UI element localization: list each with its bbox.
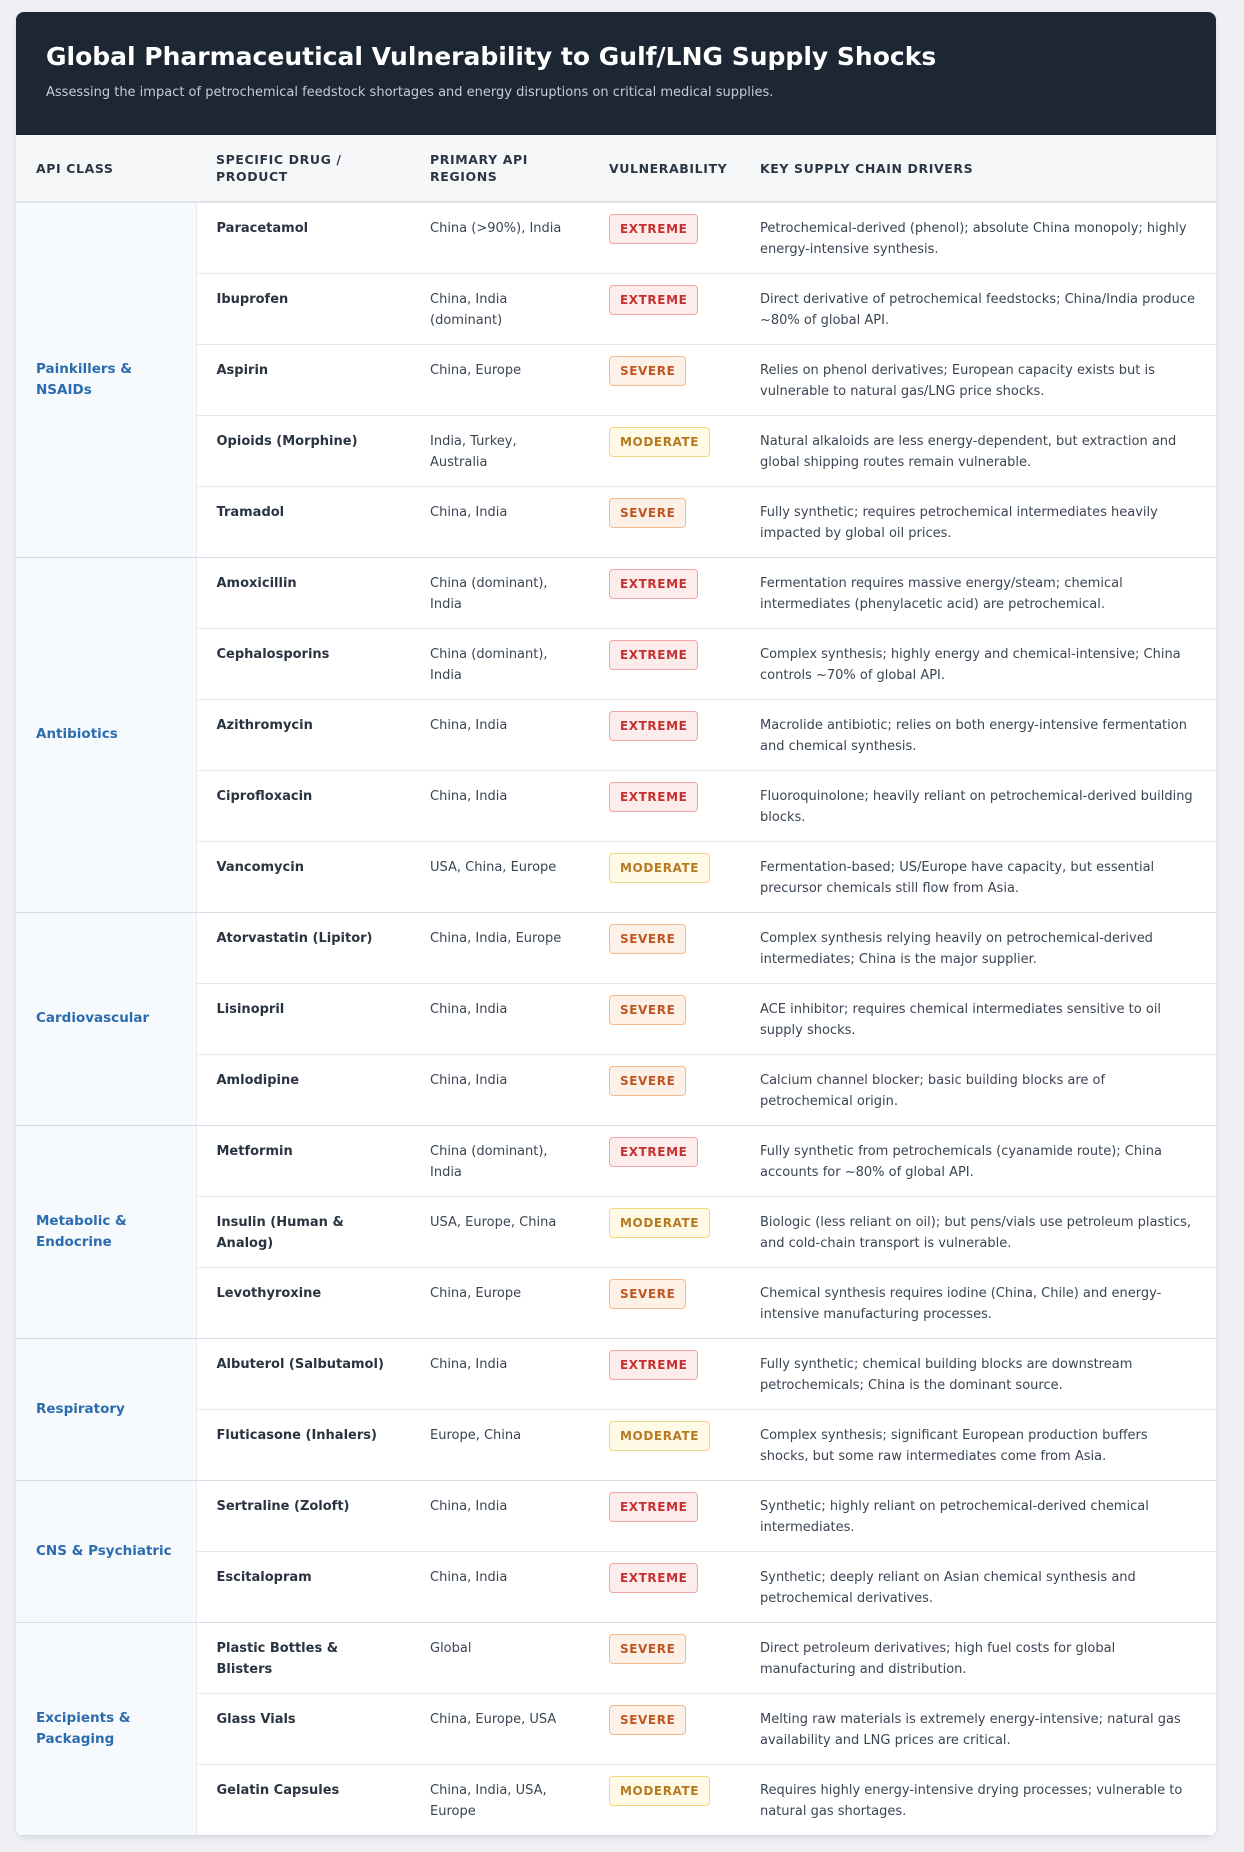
vulnerability-cell [589, 1196, 740, 1267]
page-title: Global Pharmaceutical Vulnerability to Gulf/LNG Supply Shocks [46, 42, 937, 71]
api-regions-cell: China (dominant), India [410, 557, 589, 628]
vulnerability-cell [589, 1764, 740, 1835]
api-regions-cell: China, Europe [410, 344, 589, 415]
table-row [16, 273, 1216, 344]
vulnerability-cell [589, 1054, 740, 1125]
table-row [16, 486, 1216, 557]
supply-drivers-cell: Synthetic; deeply reliant on Asian chemical synthesis and petrochemical derivatives. [740, 1551, 1216, 1622]
vulnerability-badge: SEVERE [609, 1705, 686, 1735]
api-regions-cell: China, India [410, 699, 589, 770]
api-regions-cell: China, India [410, 983, 589, 1054]
drug-name-cell: Vancomycin [196, 841, 410, 912]
vulnerability-badge: EXTREME [609, 569, 698, 599]
drug-name-cell: Tramadol [196, 486, 410, 557]
api-regions-cell: China, India [410, 1338, 589, 1409]
drug-name-cell: Amlodipine [196, 1054, 410, 1125]
vulnerability-badge: SEVERE [609, 1279, 686, 1309]
api-class-cell: Metabolic & Endocrine [16, 1125, 196, 1338]
table-row [16, 1551, 1216, 1622]
vulnerability-cell [589, 415, 740, 486]
drug-name-cell: Atorvastatin (Lipitor) [196, 912, 410, 983]
table-row [16, 1693, 1216, 1764]
table-row [16, 1338, 1216, 1409]
drug-name-cell: Opioids (Morphine) [196, 415, 410, 486]
vulnerability-badge: EXTREME [609, 640, 698, 670]
vulnerability-cell [589, 1622, 740, 1693]
vulnerability-cell [589, 1267, 740, 1338]
column-header-regions: PRIMARY API REGIONS [410, 135, 589, 202]
api-regions-cell: USA, Europe, China [410, 1196, 589, 1267]
drug-name-cell: Levothyroxine [196, 1267, 410, 1338]
report-header [16, 12, 1216, 135]
api-class-cell: CNS & Psychiatric [16, 1480, 196, 1622]
vulnerability-badge: EXTREME [609, 1137, 698, 1167]
vulnerability-badge: SEVERE [609, 924, 686, 954]
drug-name-cell: Amoxicillin [196, 557, 410, 628]
vulnerability-cell [589, 1409, 740, 1480]
supply-drivers-cell: Calcium channel blocker; basic building blocks are of petrochemical origin. [740, 1054, 1216, 1125]
supply-drivers-cell: Synthetic; highly reliant on petrochemical-derived chemical intermediates. [740, 1480, 1216, 1551]
vulnerability-cell [589, 912, 740, 983]
supply-drivers-cell: Fully synthetic; requires petrochemical intermediates heavily impacted by global oil prices. [740, 486, 1216, 557]
api-regions-cell: China (dominant), India [410, 1125, 589, 1196]
table-row [16, 770, 1216, 841]
api-regions-cell: China (dominant), India [410, 628, 589, 699]
vulnerability-cell [589, 770, 740, 841]
vulnerability-badge: EXTREME [609, 285, 698, 315]
supply-drivers-cell: Complex synthesis relying heavily on petrochemical-derived intermediates; China is the major supplier. [740, 912, 1216, 983]
table-row [16, 1125, 1216, 1196]
drug-name-cell: Paracetamol [196, 202, 410, 273]
supply-drivers-cell: Fluoroquinolone; heavily reliant on petrochemical-derived building blocks. [740, 770, 1216, 841]
vulnerability-cell [589, 557, 740, 628]
api-regions-cell: China, India, USA, Europe [410, 1764, 589, 1835]
table-body [16, 202, 1216, 1835]
supply-drivers-cell: Requires highly energy-intensive drying processes; vulnerable to natural gas shortages. [740, 1764, 1216, 1835]
api-class-cell: Painkillers & NSAIDs [16, 202, 196, 557]
column-header-drivers: KEY SUPPLY CHAIN DRIVERS [740, 135, 1216, 202]
vulnerability-cell [589, 628, 740, 699]
table-row [16, 841, 1216, 912]
drug-name-cell: Azithromycin [196, 699, 410, 770]
api-regions-cell: China, Europe [410, 1267, 589, 1338]
vulnerability-badge: SEVERE [609, 356, 686, 386]
vulnerability-badge: MODERATE [609, 1421, 710, 1451]
vulnerability-badge: EXTREME [609, 1492, 698, 1522]
supply-drivers-cell: Fully synthetic; chemical building blocks are downstream petrochemicals; China is the dominant source. [740, 1338, 1216, 1409]
vulnerability-cell [589, 202, 740, 273]
drug-name-cell: Albuterol (Salbutamol) [196, 1338, 410, 1409]
api-regions-cell: China, India, Europe [410, 912, 589, 983]
drug-name-cell: Plastic Bottles & Blisters [196, 1622, 410, 1693]
drug-name-cell: Insulin (Human & Analog) [196, 1196, 410, 1267]
supply-drivers-cell: Petrochemical-derived (phenol); absolute China monopoly; highly energy-intensive synthesis. [740, 202, 1216, 273]
drug-name-cell: Ciprofloxacin [196, 770, 410, 841]
table-row [16, 415, 1216, 486]
supply-drivers-cell: Macrolide antibiotic; relies on both energy-intensive fermentation and chemical synthesis. [740, 699, 1216, 770]
vulnerability-badge: EXTREME [609, 1350, 698, 1380]
drug-name-cell: Escitalopram [196, 1551, 410, 1622]
vulnerability-cell [589, 273, 740, 344]
supply-drivers-cell: Fermentation-based; US/Europe have capacity, but essential precursor chemicals still flow from Asia. [740, 841, 1216, 912]
vulnerability-badge: SEVERE [609, 1634, 686, 1664]
table-row [16, 557, 1216, 628]
table-row [16, 1267, 1216, 1338]
api-regions-cell: China, India [410, 1054, 589, 1125]
table-row [16, 912, 1216, 983]
api-regions-cell: USA, China, Europe [410, 841, 589, 912]
vulnerability-cell [589, 983, 740, 1054]
vulnerability-badge: MODERATE [609, 1208, 710, 1238]
api-class-cell: Excipients & Packaging [16, 1622, 196, 1835]
api-regions-cell: China, India [410, 486, 589, 557]
api-class-cell: Respiratory [16, 1338, 196, 1480]
vulnerability-table [16, 135, 1216, 1836]
vulnerability-cell [589, 699, 740, 770]
vulnerability-badge: MODERATE [609, 853, 710, 883]
vulnerability-badge: EXTREME [609, 214, 698, 244]
vulnerability-cell [589, 841, 740, 912]
drug-name-cell: Aspirin [196, 344, 410, 415]
page-subtitle: Assessing the impact of petrochemical feedstock shortages and energy disruptions on critical medical supplies. [46, 85, 774, 100]
api-class-cell: Antibiotics [16, 557, 196, 912]
column-header-api-class: API CLASS [16, 135, 196, 202]
supply-drivers-cell: Direct petroleum derivatives; high fuel costs for global manufacturing and distribution. [740, 1622, 1216, 1693]
vulnerability-badge: EXTREME [609, 711, 698, 741]
api-class-cell: Cardiovascular [16, 912, 196, 1125]
supply-drivers-cell: Natural alkaloids are less energy-dependent, but extraction and global shipping routes remain vulnerable. [740, 415, 1216, 486]
api-regions-cell: China, India [410, 1480, 589, 1551]
supply-drivers-cell: Fermentation requires massive energy/steam; chemical intermediates (phenylacetic acid) are petrochemical. [740, 557, 1216, 628]
supply-drivers-cell: Chemical synthesis requires iodine (China, Chile) and energy-intensive manufacturing processes. [740, 1267, 1216, 1338]
api-regions-cell: China, India [410, 770, 589, 841]
table-header [16, 135, 1216, 202]
table-row [16, 983, 1216, 1054]
report-card [16, 12, 1216, 1836]
table-row [16, 1196, 1216, 1267]
supply-drivers-cell: Biologic (less reliant on oil); but pens/vials use petroleum plastics, and cold-chain transport is vulnerable. [740, 1196, 1216, 1267]
drug-name-cell: Ibuprofen [196, 273, 410, 344]
vulnerability-badge: SEVERE [609, 995, 686, 1025]
column-header-vulnerability: VULNERABILITY [589, 135, 740, 202]
drug-name-cell: Cephalosporins [196, 628, 410, 699]
supply-drivers-cell: Complex synthesis; highly energy and chemical-intensive; China controls ~70% of global API. [740, 628, 1216, 699]
table-row [16, 1622, 1216, 1693]
supply-drivers-cell: Direct derivative of petrochemical feedstocks; China/India produce ~80% of global API. [740, 273, 1216, 344]
vulnerability-cell [589, 1693, 740, 1764]
api-regions-cell: Global [410, 1622, 589, 1693]
drug-name-cell: Gelatin Capsules [196, 1764, 410, 1835]
api-regions-cell: Europe, China [410, 1409, 589, 1480]
column-header-drug: SPECIFIC DRUG / PRODUCT [196, 135, 410, 202]
table-row [16, 202, 1216, 273]
vulnerability-badge: EXTREME [609, 782, 698, 812]
api-regions-cell: China (>90%), India [410, 202, 589, 273]
vulnerability-badge: SEVERE [609, 498, 686, 528]
supply-drivers-cell: Relies on phenol derivatives; European capacity exists but is vulnerable to natural gas/LNG price shocks. [740, 344, 1216, 415]
supply-drivers-cell: ACE inhibitor; requires chemical intermediates sensitive to oil supply shocks. [740, 983, 1216, 1054]
api-regions-cell: China, Europe, USA [410, 1693, 589, 1764]
api-regions-cell: China, India (dominant) [410, 273, 589, 344]
supply-drivers-cell: Complex synthesis; significant European production buffers shocks, but some raw intermediates come from Asia. [740, 1409, 1216, 1480]
drug-name-cell: Lisinopril [196, 983, 410, 1054]
vulnerability-cell [589, 486, 740, 557]
drug-name-cell: Sertraline (Zoloft) [196, 1480, 410, 1551]
table-row [16, 1054, 1216, 1125]
table-row [16, 628, 1216, 699]
vulnerability-badge: MODERATE [609, 1776, 710, 1806]
vulnerability-cell [589, 1480, 740, 1551]
table-row [16, 1409, 1216, 1480]
drug-name-cell: Glass Vials [196, 1693, 410, 1764]
api-regions-cell: India, Turkey, Australia [410, 415, 589, 486]
supply-drivers-cell: Fully synthetic from petrochemicals (cyanamide route); China accounts for ~80% of global API. [740, 1125, 1216, 1196]
table-row [16, 699, 1216, 770]
api-regions-cell: China, India [410, 1551, 589, 1622]
table-row [16, 1480, 1216, 1551]
vulnerability-cell [589, 1338, 740, 1409]
vulnerability-badge: EXTREME [609, 1563, 698, 1593]
vulnerability-badge: SEVERE [609, 1066, 686, 1096]
vulnerability-cell [589, 344, 740, 415]
vulnerability-cell [589, 1125, 740, 1196]
vulnerability-badge: MODERATE [609, 427, 710, 457]
table-row [16, 1764, 1216, 1835]
supply-drivers-cell: Melting raw materials is extremely energy-intensive; natural gas availability and LNG prices are critical. [740, 1693, 1216, 1764]
drug-name-cell: Fluticasone (Inhalers) [196, 1409, 410, 1480]
vulnerability-cell [589, 1551, 740, 1622]
table-row [16, 344, 1216, 415]
drug-name-cell: Metformin [196, 1125, 410, 1196]
